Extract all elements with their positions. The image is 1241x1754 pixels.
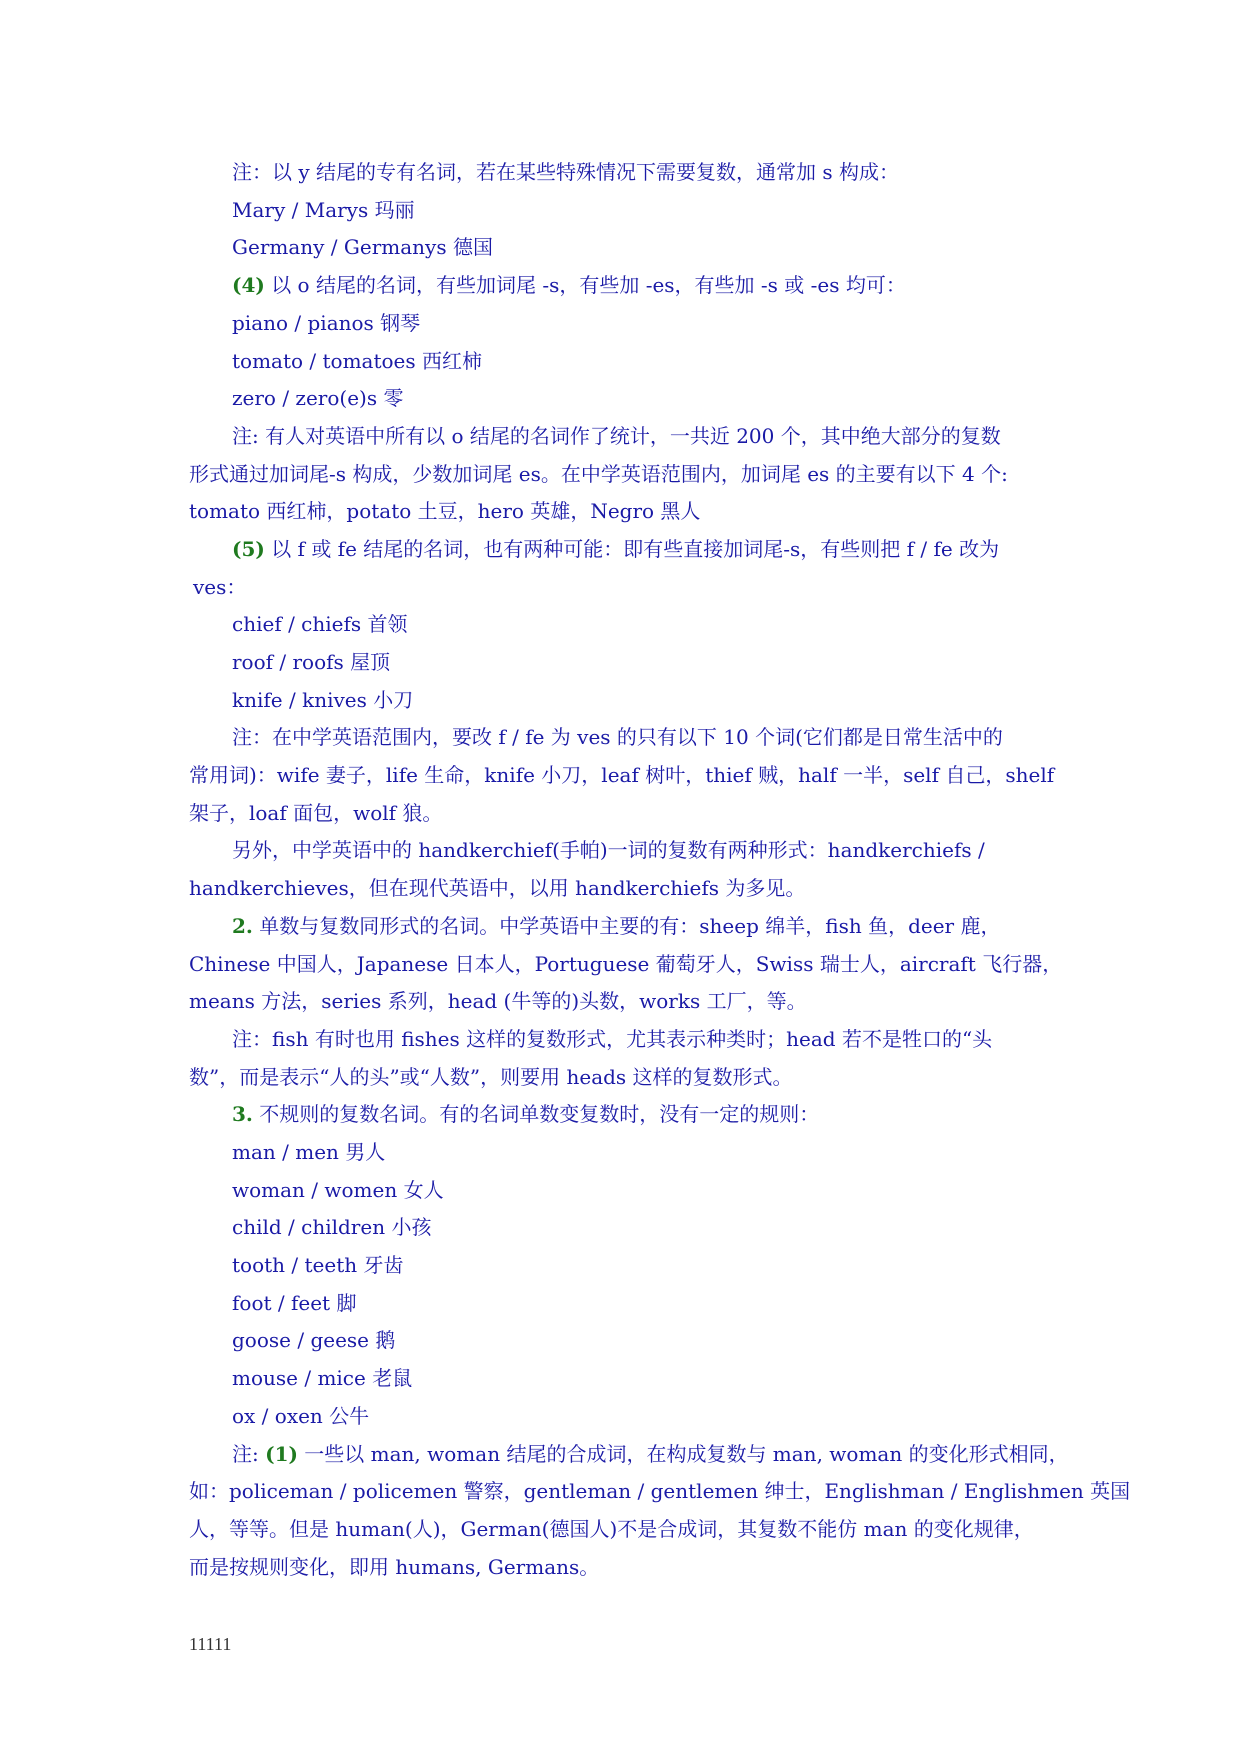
text-line: tomato / tomatoes 西红柿 [232,349,482,373]
text-line: (5) 以 f 或 fe 结尾的名词，也有两种可能：即有些直接加词尾-s，有些则把 f / fe 改为 [232,537,1000,561]
text-line: woman / women 女人 [232,1178,444,1202]
item-number: (5) [232,537,265,561]
text-line: 3. 不规则的复数名词。有的名词单数变复数时，没有一定的规则： [232,1102,820,1126]
text-line: tomato 西红柿，potato 土豆，hero 英雄，Negro 黑人 [189,499,701,523]
text-line: child / children 小孩 [232,1215,432,1239]
text-line: mouse / mice 老鼠 [232,1366,413,1390]
text-line: man / men 男人 [232,1140,386,1164]
text-line: 注：以 y 结尾的专有名词，若在某些特殊情况下需要复数，通常加 s 构成： [232,160,899,184]
text-line: 注：fish 有时也用 fishes 这样的复数形式，尤其表示种类时；head 若不是牲口的“头 [232,1027,993,1051]
text-line: piano / pianos 钢琴 [232,311,421,335]
item-number: (4) [232,273,265,297]
item-number: 3. [232,1102,253,1126]
text-line: knife / knives 小刀 [232,688,414,712]
text-line: ves： [193,575,247,599]
text-line: 数”，而是表示“人的头”或“人数”，则要用 heads 这样的复数形式。 [189,1065,793,1089]
text-line: (4) 以 o 结尾的名词，有些加词尾 -s，有些加 -es，有些加 -s 或 -es 均可： [232,273,906,297]
text-line: foot / feet 脚 [232,1291,357,1315]
text-line: 如：policeman / policemen 警察，gentleman / gentlemen 绅士，Englishman / Englishmen 英国 [189,1479,1131,1503]
text-line: roof / roofs 屋顶 [232,650,391,674]
text-line: 而是按规则变化，即用 humans, Germans。 [189,1555,600,1579]
text-line: tooth / teeth 牙齿 [232,1253,404,1277]
item-number: (1) [265,1442,298,1466]
text-line: ox / oxen 公牛 [232,1404,370,1428]
text-line: handkerchieves，但在现代英语中，以用 handkerchiefs 为多见。 [189,876,806,900]
text-line: 2. 单数与复数同形式的名词。中学英语中主要的有：sheep 绵羊，fish 鱼，deer 鹿， [232,914,1001,938]
text-line: Germany / Germanys 德国 [232,235,493,259]
text-line: Chinese 中国人，Japanese 日本人，Portuguese 葡萄牙人，Swiss 瑞士人，aircraft 飞行器， [189,952,1063,976]
text-line: 注：在中学英语范围内，要改 f / fe 为 ves 的只有以下 10 个词(它们都是日常生活中的 [232,725,1003,749]
text-line: 注: (1) 一些以 man, woman 结尾的合成词，在构成复数与 man, woman 的变化形式相同， [232,1442,1069,1466]
text-line: Mary / Marys 玛丽 [232,198,415,222]
text-line: goose / geese 鹅 [232,1328,396,1352]
text-line: 常用词)：wife 妻子，life 生命，knife 小刀，leaf 树叶，thief 贼，half 一半，self 自己，shelf [189,763,1055,787]
text-line: means 方法，series 系列，head (牛等的)头数，works 工厂，等。 [189,989,807,1013]
text-line: zero / zero(e)s 零 [232,386,404,410]
text-line: 形式通过加词尾-s 构成，少数加词尾 es。在中学英语范围内，加词尾 es 的主要有以下 4 个: [189,462,1008,486]
text-line: 人，等等。但是 human(人)，German(德国人)不是合成词，其复数不能仿 man 的变化规律， [189,1517,1034,1541]
text-line: 架子，loaf 面包，wolf 狼。 [189,801,443,825]
text-line: chief / chiefs 首领 [232,612,408,636]
item-number: 2. [232,914,253,938]
text-line: 另外，中学英语中的 handkerchief(手帕)一词的复数有两种形式：handkerchiefs / [232,838,985,862]
page-footer: 11111 [189,1634,232,1654]
text-line: 注: 有人对英语中所有以 o 结尾的名词作了统计，一共近 200 个，其中绝大部分的复数 [232,424,1001,448]
